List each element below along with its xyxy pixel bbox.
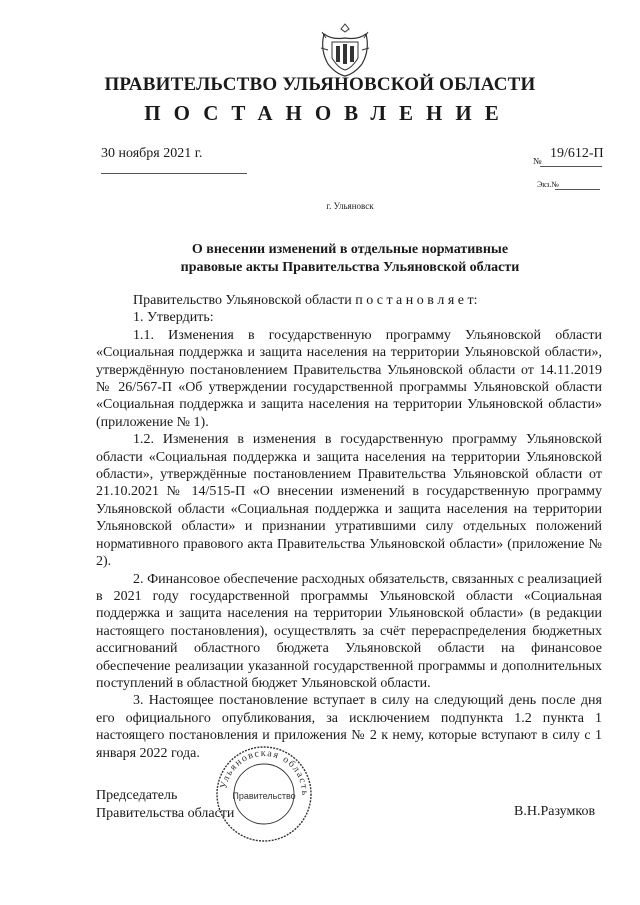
coat-of-arms-icon (318, 20, 372, 78)
copy-number-underline (555, 189, 600, 190)
signer-role-line1: Председатель (96, 788, 178, 803)
signer-role-line2: Правительства области (96, 806, 235, 821)
city: г. Ульяновск (326, 201, 374, 211)
document-type: ПОСТАНОВЛЕНИЕ (144, 101, 512, 125)
document-date: 30 ноября 2021 г. (101, 146, 203, 161)
number-prefix: № (533, 156, 542, 166)
svg-text:Ульяновская область (218, 748, 310, 797)
paragraph-1-1: 1.1. Изменения в государственную программу Ульяновской области «Социальная поддержка и защита населения на территории Ульяновской области», утверждённую постановлением Правительства Ульяновской области от 14.11.2019 № 26/567-П «Об утверждении государственной программы Ульяновской области «Социальная поддержка и защита населения на территории Ульяновской области» (приложение № 1). (96, 327, 602, 430)
paragraph-3: 3. Настоящее постановление вступает в силу на следующий день после дня его официального опубликования, за исключением подпункта 1.2 пункта 1 настоящего постановления и приложения № 2 к нему, которые вступают в силу с 1 января 2022 года. (96, 693, 602, 761)
seal-outer-text: Ульяновская область (218, 747, 311, 797)
official-seal (214, 744, 314, 844)
document-title (130, 241, 570, 277)
document-number: 19/612-П (550, 146, 604, 161)
paragraph-2: 2. Финансовое обеспечение расходных обязательств, связанных с реализацией в 2021 году государственной программы Ульяновской области «Социальная поддержка и защита населения на территории Ульяновской области» (в редакции настоящего постановления), осуществлять за счёт перераспределения бюджетных ассигнований областного бюджета Ульяновской области на финансовое обеспечение реализации указанной государственной программы и дополнительных поступлений в областной бюджет Ульяновской области. (96, 571, 602, 691)
title-line: О внесении изменений в отдельные нормативные (191, 242, 509, 257)
government-title: ПРАВИТЕЛЬСТВО УЛЬЯНОВСКОЙ ОБЛАСТИ (104, 74, 536, 95)
document-body (96, 292, 602, 762)
paragraph-1: 1. Утвердить: (133, 310, 214, 326)
title-line: правовые акты Правительства Ульяновской области (180, 260, 520, 275)
signer-name: В.Н.Разумков (514, 804, 596, 819)
seal-inner-text: Правительство (232, 791, 296, 801)
number-underline (540, 166, 602, 167)
preamble: Правительство Ульяновской области п о с т а н о в л я е т: (133, 293, 478, 308)
date-underline (101, 173, 247, 174)
paragraph-1-2: 1.2. Изменения в изменения в государственную программу Ульяновской области «Социальная поддержка и защита населения на территории Ульяновской области», утверждённые постановлением Правительства Ульяновской области от 21.10.2021 № 14/515-П «О внесении изменений в государственную программу Ульяновской области «Социальная поддержка и защита населения на территории Ульяновской области» и признании утратившими силу отдельных положений нормативного правового акта Правительства Ульяновской области» (приложение № 2). (96, 432, 602, 570)
copy-number-label: Экз.№ (537, 180, 559, 189)
